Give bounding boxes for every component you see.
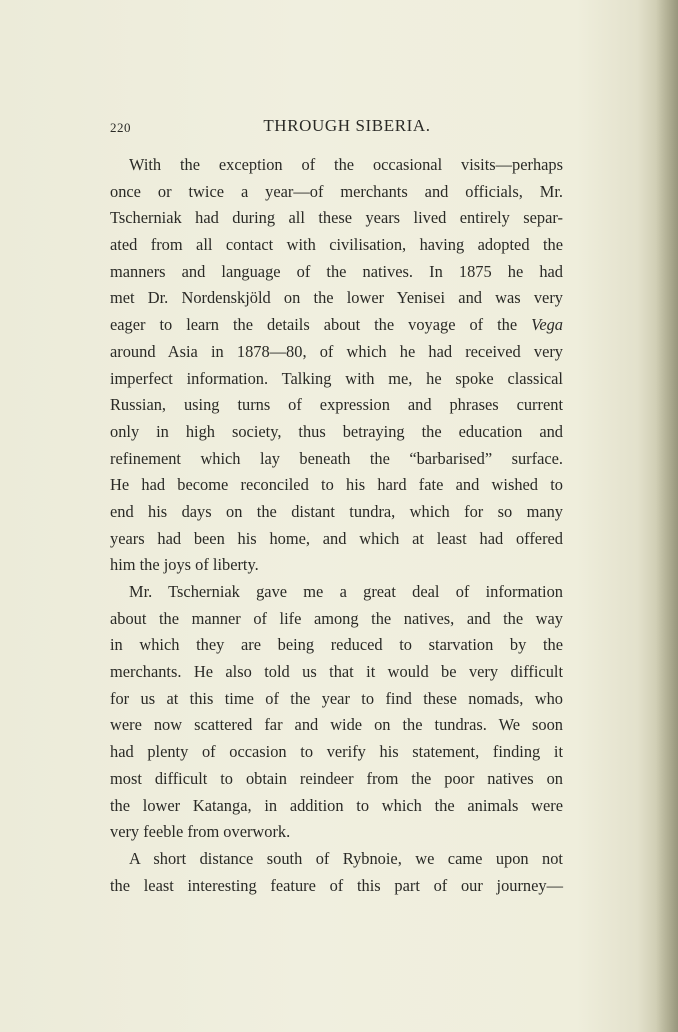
text-line: the lower Katanga, in addition to which the animals were — [110, 795, 563, 815]
text-line: met Dr. Nordenskjöld on the lower Yenisei and was very — [110, 288, 563, 308]
text-line: most difficult to obtain reindeer from the poor natives on — [110, 768, 563, 788]
text-line: merchants. He also told us that it would be very difficult — [110, 662, 563, 682]
text-line: around Asia in 1878—80, of which he had received very — [110, 341, 563, 361]
text-line — [110, 312, 563, 339]
text-line: refinement which lay beneath the “barbarised” surface. — [110, 448, 563, 468]
text-line: Tscherniak had during all these years lived entirely separ- — [110, 208, 563, 228]
text-line: end his days on the distant tundra, which for so many — [110, 501, 563, 521]
text-line: the least interesting feature of this part of our journey— — [110, 875, 563, 895]
page-edge-shadow — [656, 0, 678, 1032]
body-text — [110, 152, 563, 899]
text-line: Mr. Tscherniak gave me a great deal of information — [129, 582, 563, 601]
text-line: were now scattered far and wide on the tundras. We soon — [110, 715, 563, 735]
page-number: 220 — [110, 120, 131, 135]
text-line: Russian, using turns of expression and phrases current — [110, 395, 563, 415]
text-line: He had become reconciled to his hard fate and wished to — [110, 475, 563, 495]
page-header — [110, 116, 564, 140]
text-line: had plenty of occasion to verify his statement, finding it — [110, 742, 563, 762]
text-line: him the joys of liberty. — [110, 555, 259, 575]
text-line: ated from all contact with civilisation, having adopted the — [110, 235, 563, 255]
text-line: only in high society, thus betraying the education and — [110, 421, 563, 441]
text-line: A short distance south of Rybnoie, we came upon not — [129, 848, 563, 868]
text-line: in which they are being reduced to starvation by the — [110, 635, 563, 655]
text-line: With the exception of the occasional visits—perhaps — [129, 155, 563, 174]
text-line: manners and language of the natives. In 1875 he had — [110, 261, 563, 281]
text-line-segment: eager to learn the details about the voyage of the — [110, 315, 518, 335]
running-title: THROUGH SIBERIA. — [263, 116, 431, 135]
text-line: imperfect information. Talking with me, he spoke classical — [110, 368, 563, 388]
text-line: once or twice a year—of merchants and officials, Mr. — [110, 181, 563, 201]
text-line: for us at this time of the year to find these nomads, who — [110, 688, 563, 708]
italic-ship-name: Vega — [531, 315, 563, 335]
text-line: years had been his home, and which at least had offered — [110, 528, 563, 548]
text-line: very feeble from overwork. — [110, 822, 291, 842]
text-line: about the manner of life among the natives, and the way — [110, 608, 563, 628]
